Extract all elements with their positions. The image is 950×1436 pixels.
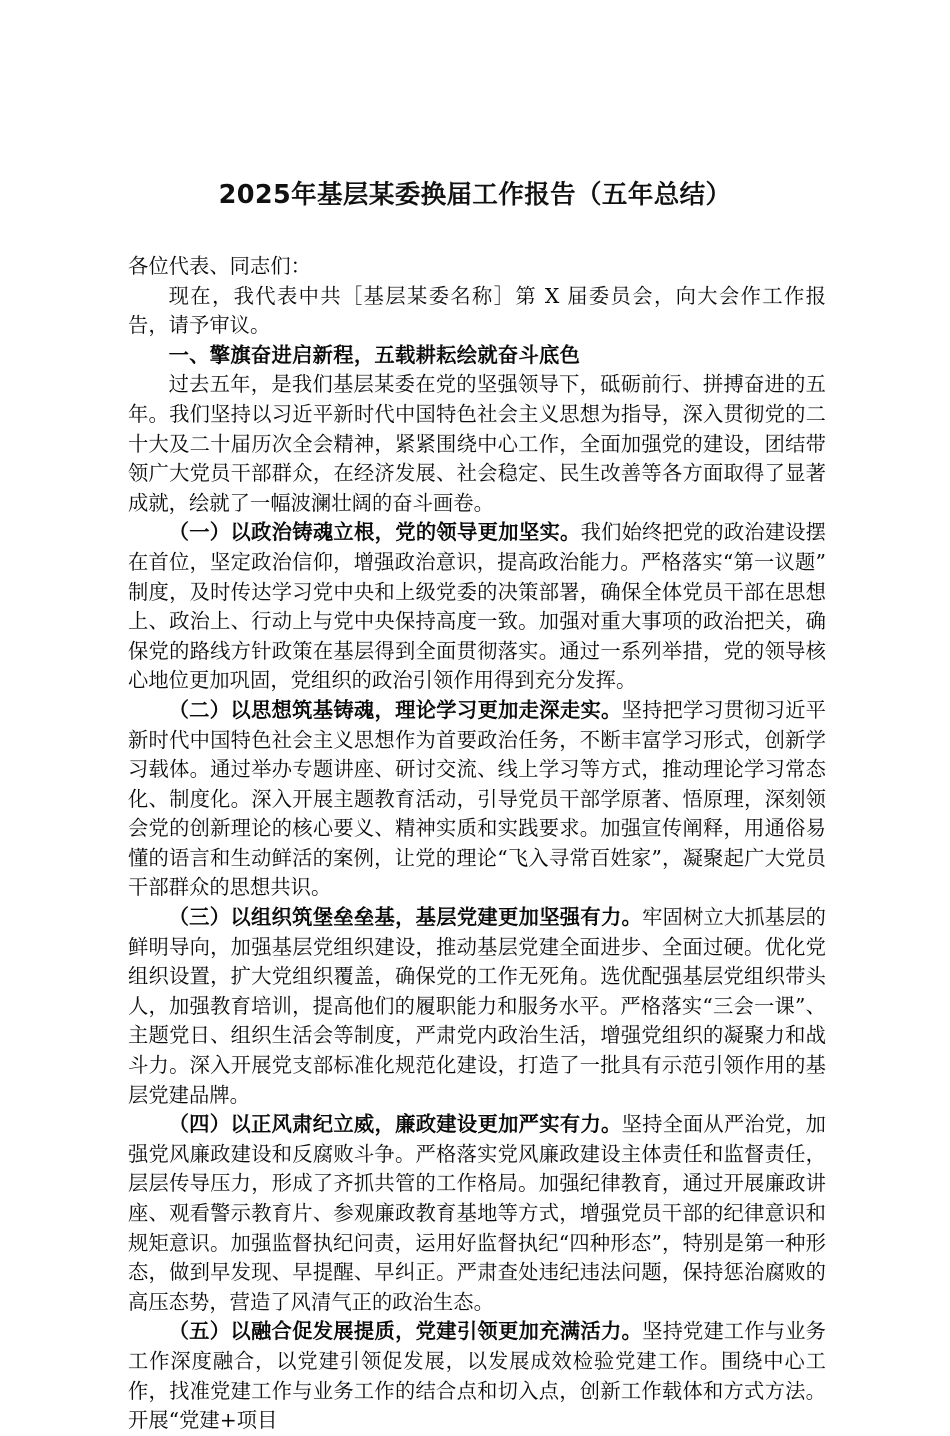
subsection-paragraph-1 — [128, 518, 826, 696]
section-heading-1: 一、擎旗奋进启新程，五载耕耘绘就奋斗底色 — [168, 342, 581, 367]
subsection-text-3: 牢固树立大抓基层的鲜明导向，加强基层党组织建设，推动基层党建全面进步、全面过硬。优化党组织设置，扩大党组织覆盖，确保党的工作无死角。选优配强基层党组织带头人，加强教育培训，提高他们的履职能力和服务水平。严格落实“三会一课”、主题党日、组织生活会等制度，严肃党内政治生活，增强党组织的凝聚力和战斗力。深入开展党支部标准化规范化建设，打造了一批具有示范引领作用的基层党建品牌。 — [128, 905, 827, 1107]
section-1-intro-paragraph: 过去五年，是我们基层某委在党的坚强领导下，砥砺前行、拼搏奋进的五年。我们坚持以习近平新时代中国特色社会主义思想为指导，深入贯彻党的二十大及二十届历次全会精神，紧紧围绕中心工作，全面加强党的建设，团结带领广大党员干部群众，在经济发展、社会稳定、民生改善等各方面取得了显著成就，绘就了一幅波澜壮阔的奋斗画卷。 — [128, 372, 826, 515]
subsection-heading-1: （一）以政治铸魂立根，党的领导更加坚实。 — [168, 520, 581, 545]
subsection-text-4: 坚持全面从严治党，加强党风廉政建设和反腐败斗争。严格落实党风廉政建设主体责任和监督责任，层层传导压力，形成了齐抓共管的工作格局。加强纪律教育，通过开展廉政讲座、观看警示教育片、参观廉政教育基地等方式，增强党员干部的纪律意识和规矩意识。加强监督执纪问责，运用好监督执纪“四种形态”，特别是第一种形态，做到早发现、早提醒、早纠正。严肃查处违纪违法问题，保持惩治腐败的高压态势，营造了风清气正的政治生态。 — [128, 1112, 826, 1314]
page-title: 2025年基层某委换届工作报告（五年总结） — [218, 180, 732, 210]
subsection-paragraph-2 — [128, 696, 826, 903]
subsection-text-2: 坚持把学习贯彻习近平新时代中国特色社会主义思想作为首要政治任务，不断丰富学习形式，创新学习载体。通过举办专题讲座、研讨交流、线上学习等方式，推动理论学习常态化、制度化。深入开展主题教育活动，引导党员干部学原著、悟原理，深刻领会党的创新理论的核心要义、精神实质和实践要求。加强宣传阐释，用通俗易懂的语言和生动鲜活的案例，让党的理论“飞入寻常百姓家”，凝聚起广大党员干部群众的思想共识。 — [128, 697, 826, 900]
subsection-heading-2: （二）以思想筑基铸魂，理论学习更加走深走实。 — [168, 697, 622, 722]
subsection-heading-4: （四）以正风肃纪立威，廉政建设更加严实有力。 — [168, 1112, 622, 1137]
opening-paragraph: 现在，我代表中共［基层某委名称］第 X 届委员会，向大会作工作报告，请予审议。 — [128, 283, 826, 338]
subsection-text-5: 坚持党建工作与业务工作深度融合，以党建引领促发展，以发展成效检验党建工作。围绕中心工作，找准党建工作与业务工作的结合点和切入点，创新工作载体和方式方法。开展“党建+项目 — [128, 1319, 827, 1433]
subsection-text-1: 我们始终把党的政治建设摆在首位，坚定政治信仰，增强政治意识，提高政治能力。严格落实“第一议题”制度，及时传达学习党中央和上级党委的决策部署，确保全体党员干部在思想上、政治上、行动上与党中央保持高度一致。加强对重大事项的政治把关，确保党的路线方针政策在基层得到全面贯彻落实。通过一系列举措，党的领导核心地位更加巩固，党组织的政治引领作用得到充分发挥。 — [128, 520, 826, 693]
document-body — [128, 252, 826, 1436]
salutation-line: 各位代表、同志们： — [128, 254, 311, 278]
subsection-paragraph-5 — [128, 1317, 826, 1435]
subsection-heading-5: （五）以融合促发展提质，党建引领更加充满活力。 — [168, 1319, 643, 1344]
subsection-heading-3: （三）以组织筑堡垒垒基，基层党建更加坚强有力。 — [168, 905, 643, 930]
subsection-paragraph-3 — [128, 903, 826, 1110]
subsection-paragraph-4 — [128, 1110, 826, 1317]
